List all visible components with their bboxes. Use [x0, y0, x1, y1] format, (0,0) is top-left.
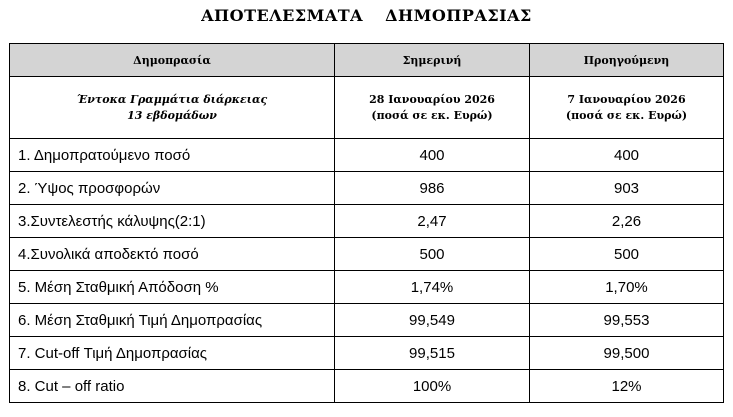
title-part-1: ΑΠΟΤΕΛΕΣΜΑΤΑ — [201, 6, 364, 25]
row-previous-value: 400 — [530, 139, 724, 172]
row-label: 8. Cut – off ratio — [10, 370, 335, 403]
row-current-value: 2,47 — [335, 205, 530, 238]
instrument-line-2: 13 εβδομάδων — [127, 108, 217, 122]
previous-units: (ποσά σε εκ. Ευρώ) — [565, 108, 688, 122]
row-previous-value: 903 — [530, 172, 724, 205]
row-label: 3.Συντελεστής κάλυψης(2:1) — [10, 205, 335, 238]
table-row — [10, 271, 724, 304]
row-current-value: 400 — [335, 139, 530, 172]
table-row — [10, 139, 724, 172]
table-row — [10, 205, 724, 238]
page-title — [0, 6, 733, 25]
row-label: 6. Μέση Σταθμική Τιμή Δημοπρασίας — [10, 304, 335, 337]
current-date: 28 Ιανουαρίου 2026 — [369, 92, 495, 106]
header-auction: Δημοπρασία — [10, 44, 335, 77]
row-current-value: 1,74% — [335, 271, 530, 304]
subheader-current-date — [335, 77, 530, 139]
row-label: 4.Συνολικά αποδεκτό ποσό — [10, 238, 335, 271]
subheader-instrument — [10, 77, 335, 139]
row-label: 2. Ύψος προσφορών — [10, 172, 335, 205]
row-current-value: 99,515 — [335, 337, 530, 370]
table-header-row — [10, 44, 724, 77]
subheader-previous-date — [530, 77, 724, 139]
row-label: 5. Μέση Σταθμική Απόδοση % — [10, 271, 335, 304]
row-current-value: 99,549 — [335, 304, 530, 337]
row-label: 1. Δημοπρατούμενο ποσό — [10, 139, 335, 172]
table-row — [10, 370, 724, 403]
header-current: Σημερινή — [335, 44, 530, 77]
row-previous-value: 2,26 — [530, 205, 724, 238]
title-part-2: ΔΗΜΟΠΡΑΣΙΑΣ — [385, 6, 532, 25]
row-current-value: 986 — [335, 172, 530, 205]
row-current-value: 100% — [335, 370, 530, 403]
row-previous-value: 99,553 — [530, 304, 724, 337]
row-previous-value: 12% — [530, 370, 724, 403]
table-row — [10, 238, 724, 271]
table-row — [10, 172, 724, 205]
current-units: (ποσά σε εκ. Ευρώ) — [371, 108, 493, 122]
row-previous-value: 500 — [530, 238, 724, 271]
header-previous: Προηγούμενη — [530, 44, 724, 77]
row-previous-value: 99,500 — [530, 337, 724, 370]
previous-date: 7 Ιανουαρίου 2026 — [567, 92, 686, 106]
auction-results-table — [9, 43, 724, 403]
instrument-line-1: Έντοκα Γραμμάτια διάρκειας — [76, 92, 268, 106]
row-previous-value: 1,70% — [530, 271, 724, 304]
table-row — [10, 337, 724, 370]
row-label: 7. Cut-off Τιμή Δημοπρασίας — [10, 337, 335, 370]
row-current-value: 500 — [335, 238, 530, 271]
table-row — [10, 304, 724, 337]
table-subheader-row — [10, 77, 724, 139]
